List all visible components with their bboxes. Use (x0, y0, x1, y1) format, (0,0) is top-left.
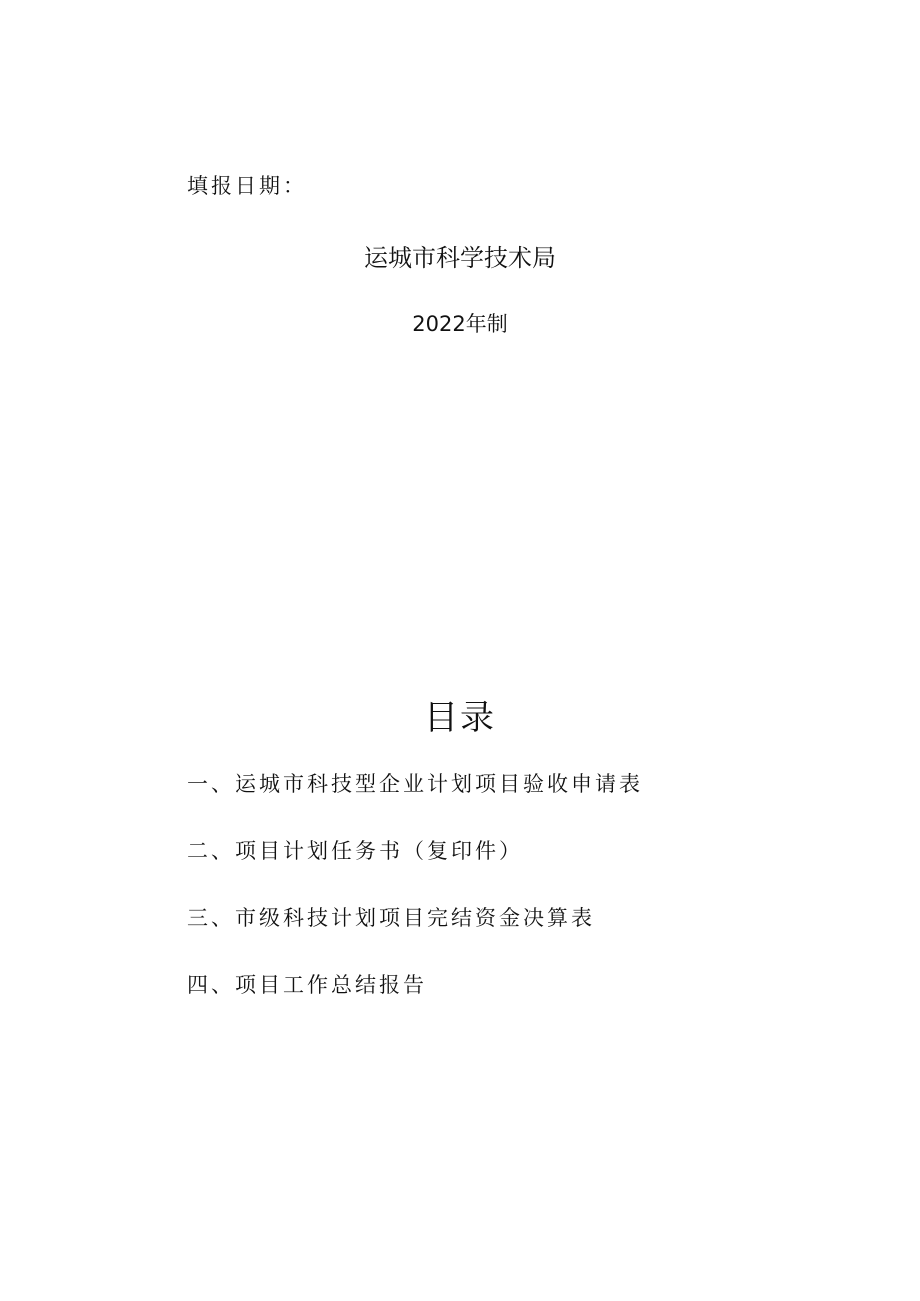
year-made: 2022年制 (412, 312, 508, 336)
toc-list (187, 770, 643, 1038)
toc-item: 四、项目工作总结报告 (187, 973, 427, 997)
toc-item: 一、运城市科技型企业计划项目验收申请表 (187, 772, 643, 796)
issuer-name: 运城市科学技术局 (364, 244, 556, 272)
toc-item: 三、市级科技计划项目完结资金决算表 (187, 906, 595, 930)
toc-title: 目录 (424, 698, 496, 738)
toc-item: 二、项目计划任务书（复印件） (187, 839, 523, 863)
fill-date-label: 填报日期： (187, 174, 307, 198)
